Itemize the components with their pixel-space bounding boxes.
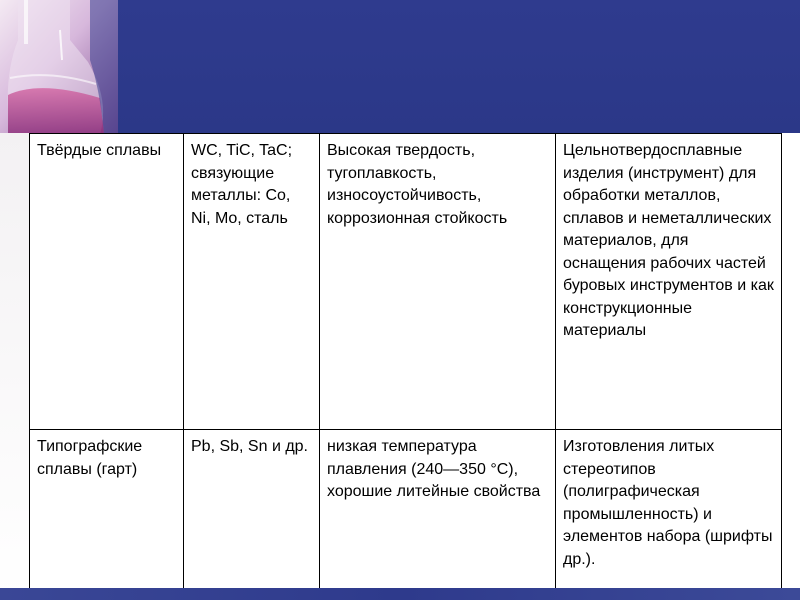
alloy-name-cell: Твёрдые сплавы — [30, 134, 184, 430]
table-row — [30, 430, 782, 596]
flask-icon — [0, 0, 118, 134]
applications-cell: Цельнотвердосплавные изделия (инструмент) для обработки металлов, сплавов и неметаллических материалов, для оснащения рабочих частей буровых инструментов и как конструкционные материалы — [556, 134, 782, 430]
alloy-name-cell: Типографские сплавы (гарт) — [30, 430, 184, 596]
properties-cell: Высокая твердость, тугоплавкость, износоустойчивость, коррозионная стойкость — [320, 134, 556, 430]
composition-cell: WC, TiC, TaC; связующие металлы: Co, Ni, Mo, сталь — [184, 134, 320, 430]
composition-cell: Pb, Sb, Sn и др. — [184, 430, 320, 596]
header-band — [0, 0, 800, 133]
header-band-gradient — [116, 0, 800, 133]
footer-band — [0, 588, 800, 600]
applications-cell: Изготовления литых стереотипов (полиграфическая промышленность) и элементов набора (шрифты др.). — [556, 430, 782, 596]
materials-table — [29, 133, 782, 596]
table-row — [30, 134, 782, 430]
left-margin-strip — [0, 133, 30, 600]
properties-cell: низкая температура плавления (240—350 °С), хорошие литейные свойства — [320, 430, 556, 596]
flask-image — [0, 0, 118, 134]
